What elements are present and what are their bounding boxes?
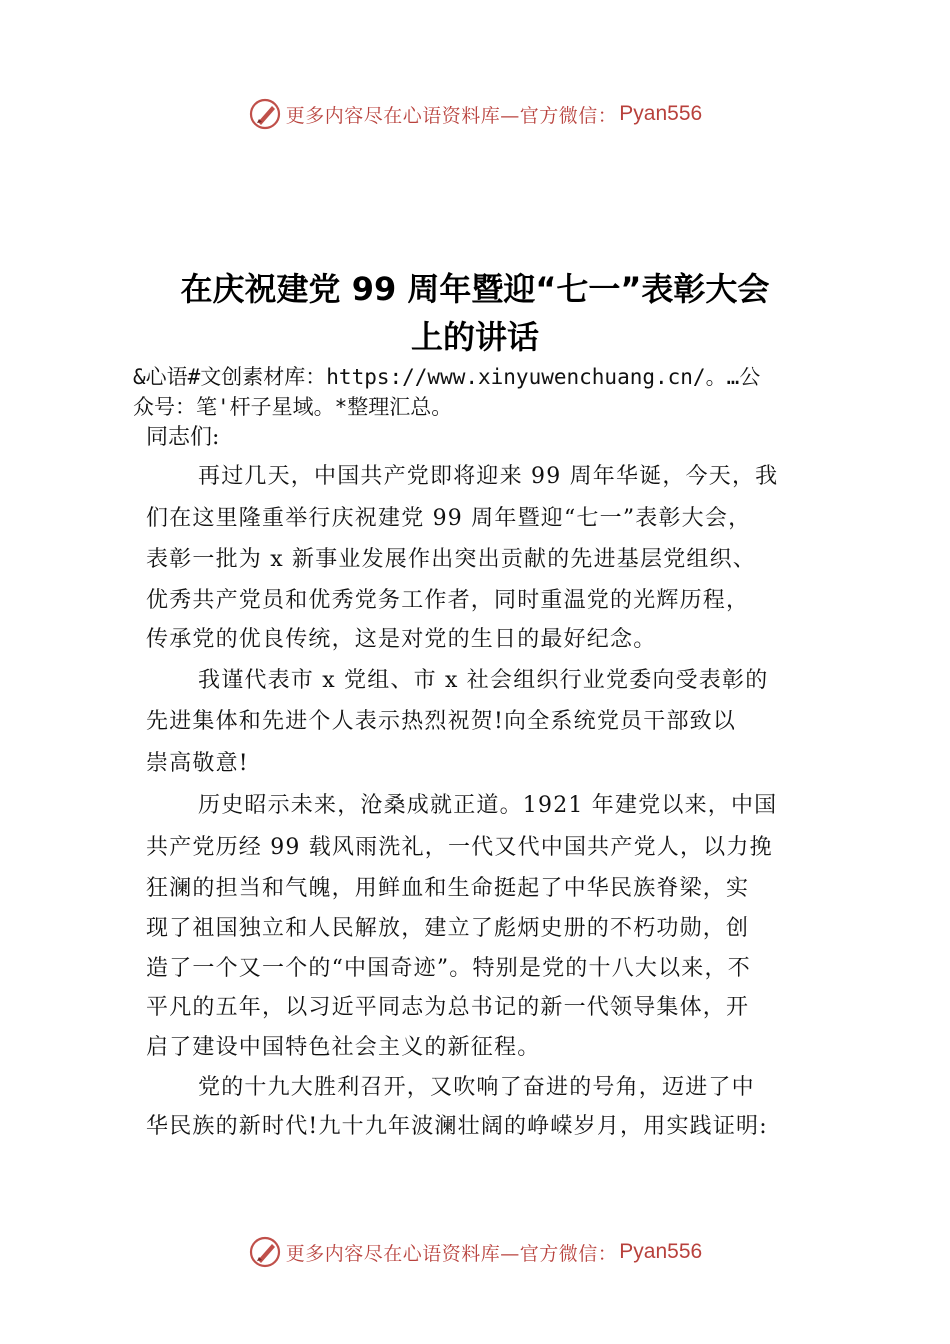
- pen-logo-icon: [248, 1235, 282, 1269]
- greeting: 同志们:: [146, 425, 220, 450]
- body-line: 我谨代表市 x 党组、市 x 社会组织行业党委向受表彰的: [198, 668, 769, 693]
- document-title-line-1: 在庆祝建党 99 周年暨迎“七一”表彰大会: [180, 270, 770, 308]
- body-line: 平凡的五年，以习近平同志为总书记的新一代领导集体，开: [146, 995, 750, 1020]
- source-note-line-1: &心语#文创素材库：https://www.xinyuwenchuang.cn/。…公: [133, 365, 761, 389]
- header-banner: [0, 94, 950, 134]
- body-line: 历史昭示未来，沧桑成就正道。1921 年建党以来，中国: [198, 793, 778, 818]
- body-line: 造了一个又一个的“中国奇迹”。特别是党的十八大以来，不: [146, 956, 751, 981]
- banner-text: 更多内容尽在心语资料库—官方微信：: [285, 1242, 618, 1265]
- body-line: 狂澜的担当和气魄，用鲜血和生命挺起了中华民族脊梁，实: [146, 876, 750, 901]
- body-line: 党的十九大胜利召开，又吹响了奋进的号角，迈进了中: [198, 1075, 755, 1100]
- body-line: 优秀共产党员和优秀党务工作者，同时重温党的光辉历程，: [146, 588, 750, 613]
- body-line: 崇高敬意!: [146, 751, 249, 776]
- body-line: 先进集体和先进个人表示热烈祝贺!向全系统党员干部致以: [146, 709, 737, 734]
- source-note-line-2: 众号：笔'杆子星域。*整理汇总。: [133, 395, 453, 419]
- banner-text: 更多内容尽在心语资料库—官方微信：: [285, 104, 618, 127]
- body-line: 现了祖国独立和人民解放，建立了彪炳史册的不朽功勋，创: [146, 916, 750, 941]
- pen-logo-icon: [248, 97, 282, 131]
- body-line: 共产党历经 99 载风雨洗礼，一代又代中国共产党人，以力挽: [146, 835, 773, 860]
- body-line: 再过几天，中国共产党即将迎来 99 周年华诞，今天，我: [198, 464, 779, 489]
- body-line: 表彰一批为 x 新事业发展作出突出贡献的先进基层党组织、: [146, 547, 756, 572]
- document-title-line-2: 上的讲话: [410, 318, 539, 356]
- banner-wechat-id: Pyan556: [619, 1240, 703, 1263]
- banner-wechat-id: Pyan556: [619, 102, 703, 125]
- footer-banner: [0, 1232, 950, 1272]
- body-line: 传承党的优良传统，这是对党的生日的最好纪念。: [146, 627, 657, 652]
- body-line: 们在这里隆重举行庆祝建党 99 周年暨迎“七一”表彰大会，: [146, 506, 752, 531]
- body-line: 华民族的新时代!九十九年波澜壮阔的峥嵘岁月，用实践证明:: [146, 1114, 768, 1139]
- body-line: 启了建设中国特色社会主义的新征程。: [146, 1035, 541, 1060]
